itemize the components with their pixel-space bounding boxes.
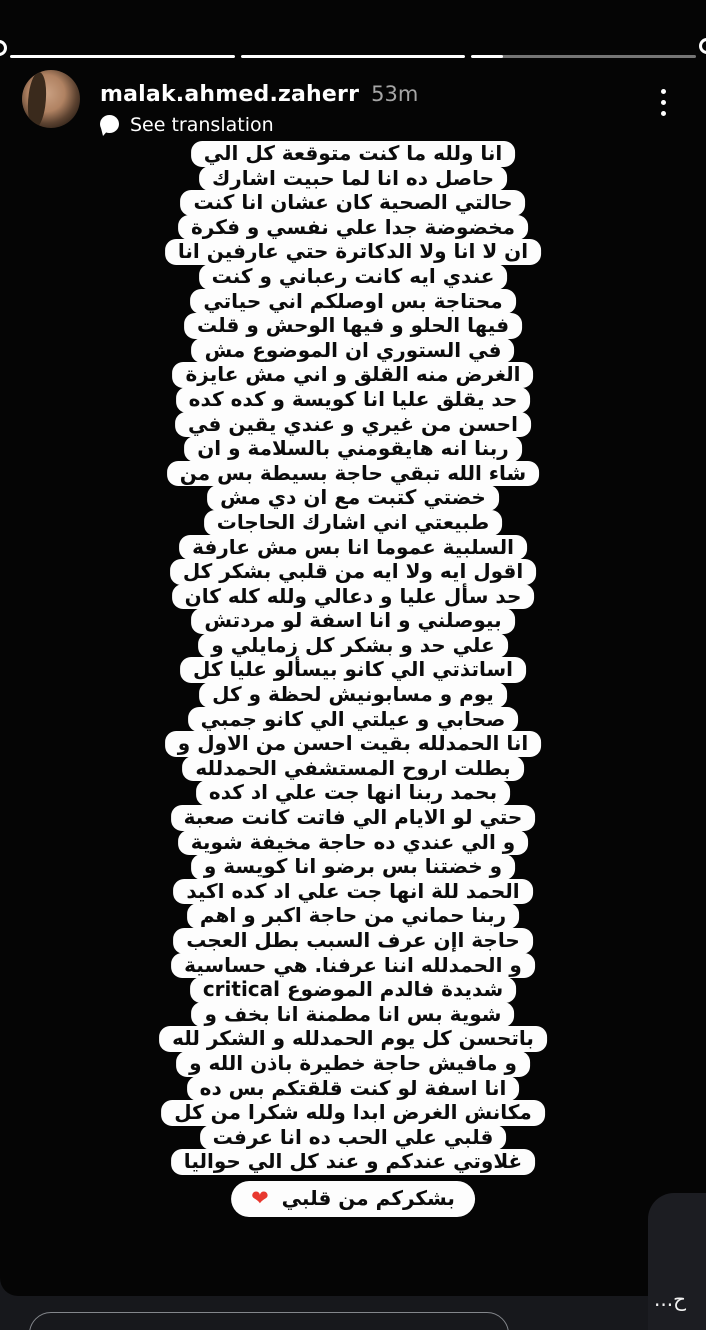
story-text-line: طبيعتي اني اشارك الحاجات	[204, 510, 503, 536]
speech-bubble-icon	[100, 115, 120, 135]
closing-line-text: بشكركم من قلبي	[281, 1185, 455, 1210]
story-text-line: حالتي الصحية كان عشان انا كنت	[180, 190, 525, 216]
story-text-line: الغرض منه القلق و اني مش عايزة	[172, 362, 533, 388]
story-text-line: السلبية عموما انا بس مش عارفة	[179, 535, 527, 561]
story-text-line: عندي ايه كانت رعباني و كنت	[199, 264, 508, 290]
story-text-overlay	[159, 142, 547, 1217]
story-text-line: بيوصلني و انا اسفة لو مردتش	[191, 608, 514, 634]
closing-bubble	[231, 1181, 475, 1217]
screenshot-corner-right	[699, 38, 706, 54]
story-text-line: ان لا انا ولا الدكاترة حتي عارفين انا	[165, 239, 541, 265]
progress-segment	[471, 55, 696, 58]
story-text-line: في الستوري ان الموضوع مش	[192, 338, 515, 364]
story-text-line: حاجة اإن عرف السبب بطل العجب	[173, 928, 533, 954]
story-text-line: شوية بس انا مطمنة انا بخف و	[192, 1002, 515, 1028]
more-options-button[interactable]	[651, 82, 675, 122]
story-text-line: شاء الله تبقي حاجة بسيطة بس من	[167, 461, 539, 487]
see-translation-button[interactable]	[100, 114, 274, 136]
embedded-card	[648, 1193, 706, 1330]
story-text-line: ربنا حماني من حاجة اكبر و اهم	[187, 903, 519, 929]
embedded-card-text: ح...	[654, 1287, 686, 1311]
story-text-line: و الحمدلله اننا عرفنا. هي حساسية	[171, 953, 535, 979]
story-text-line: قلبي علي الحب ده انا عرفت	[200, 1125, 507, 1151]
kebab-dot	[661, 111, 666, 116]
story-text-line: حد سأل عليا و دعالي ولله كله كان	[172, 584, 535, 610]
story-text-line: شديدة فالدم الموضوع critical	[190, 977, 516, 1003]
story-text-line: علي حد و بشكر كل زمايلي و	[198, 633, 507, 659]
story-text-line: مكانش الغرض ابدا ولله شكرا من كل	[161, 1100, 545, 1126]
story-text-line: حاصل ده انا لما حبيت اشارك	[199, 166, 507, 192]
story-text-line: اقول ايه ولا ايه من قلبي بشكر كل	[170, 559, 536, 585]
screenshot-corner-left	[0, 40, 7, 56]
story-text-line: صحابي و عيلتي الي كانو جمبي	[188, 707, 519, 733]
see-translation-label: See translation	[130, 114, 274, 136]
avatar[interactable]	[22, 70, 80, 128]
kebab-dot	[661, 89, 666, 94]
story-text-line: احسن من غيري و عندي يقين في	[175, 412, 531, 438]
reply-input[interactable]	[29, 1312, 509, 1330]
story-text-line: و خضتنا بس برضو انا كويسة و	[191, 854, 515, 880]
story-text-line: اساتذتي الي كانو بيسألو عليا كل	[180, 657, 526, 683]
story-progress	[10, 55, 696, 58]
story-timestamp: 53m	[371, 82, 419, 106]
story-text-line: انا ولله ما كنت متوقعة كل الي	[191, 141, 515, 167]
story-text-line: ربنا انه هايقومني بالسلامة و ان	[184, 436, 522, 462]
username[interactable]: malak.ahmed.zaherr	[100, 82, 360, 107]
progress-segment	[241, 55, 466, 58]
story-text-line: انا الحمدلله بقيت احسن من الاول و	[165, 731, 541, 757]
story-text-line: باتحسن كل يوم الحمدلله و الشكر لله	[159, 1026, 547, 1052]
story-text-line: حد يقلق عليا انا كويسة و كده كده	[176, 387, 531, 413]
story-text-block	[159, 142, 547, 1175]
story-text-line: بحمد ربنا انها جت علي اد كده	[196, 780, 510, 806]
story-text-line: و مافيش حاجة خطيرة باذن الله و	[176, 1051, 530, 1077]
story-text-line: بطلت اروح المستشفي الحمدلله	[182, 756, 523, 782]
story-text-line: حتي لو الايام الي فاتت كانت صعبة	[171, 805, 536, 831]
story-text-line: محتاجة بس اوصلكم اني حياتي	[190, 289, 515, 315]
progress-segment	[10, 55, 235, 58]
header-username-row	[100, 82, 418, 107]
story-text-line: غلاوتي عندكم و عند كل الي حواليا	[171, 1149, 535, 1175]
story-text-line: فيها الحلو و فيها الوحش و قلت	[184, 313, 522, 339]
reply-bar	[0, 1296, 706, 1330]
story-text-line: انا اسفة لو كنت قلقتكم بس ده	[187, 1076, 520, 1102]
story-text-line: و الي عندي ده حاجة مخيفة شوية	[178, 830, 528, 856]
heart-emoji: ❤	[251, 1185, 269, 1210]
story-text-line: خضتي كتبت مع ان دي مش	[207, 485, 499, 511]
kebab-dot	[661, 100, 666, 105]
story-text-line: يوم و مسابونيش لحظة و كل	[199, 682, 507, 708]
story-text-line: مخضوضة جدا علي نفسي و فكرة	[178, 215, 528, 241]
story-text-line: الحمد للة انها جت علي اد كده اكيد	[173, 879, 532, 905]
